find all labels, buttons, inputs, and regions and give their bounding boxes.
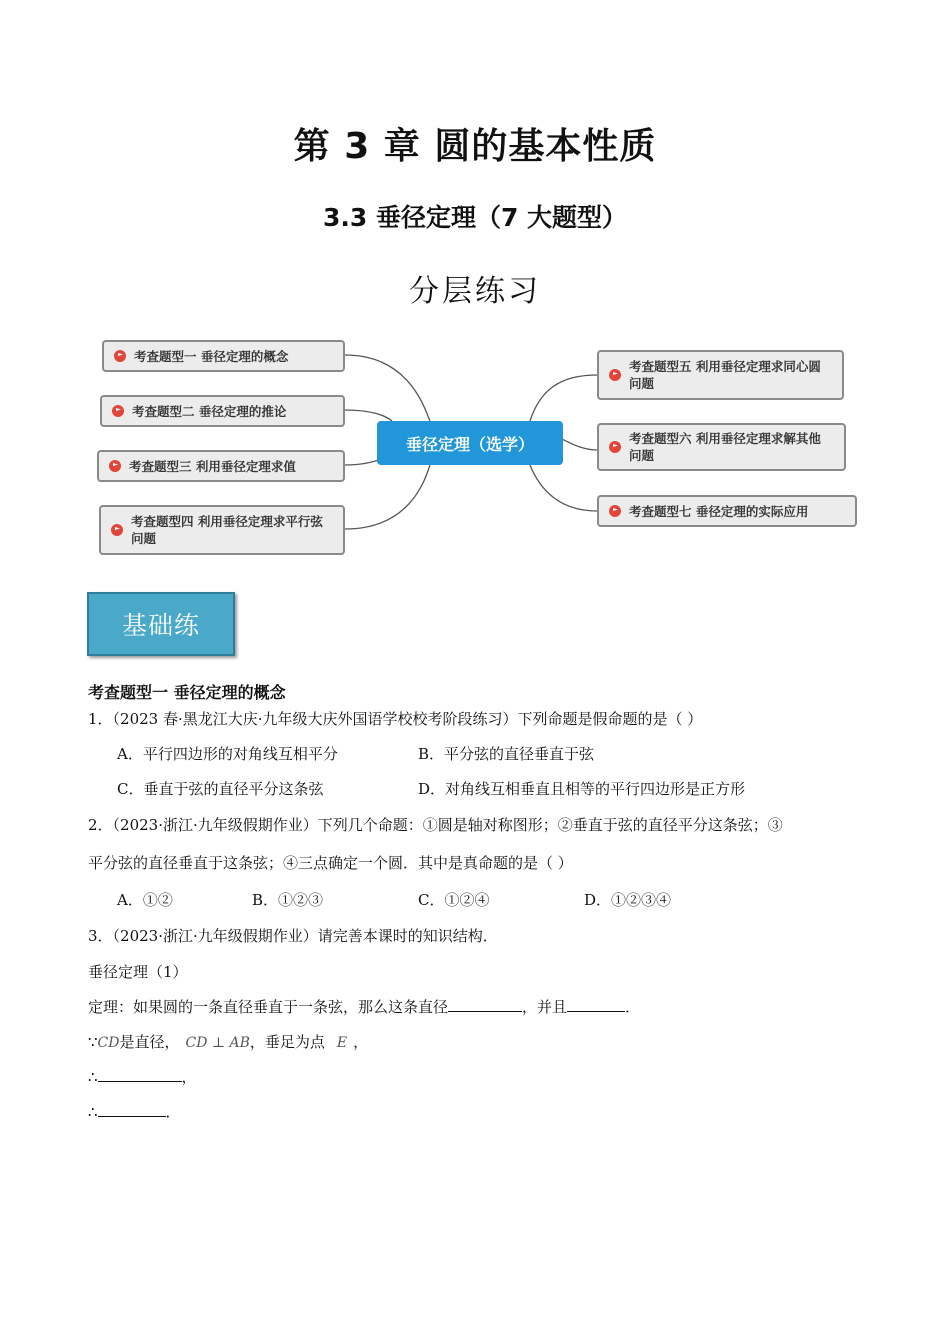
flag-icon	[109, 460, 121, 472]
q2-option-b: B．①②③	[252, 891, 324, 909]
because-symbol: ∵	[88, 1033, 98, 1051]
math-perp: CD ⊥ AB	[185, 1035, 250, 1051]
q2-option-c: C．①②④	[418, 891, 490, 909]
layer-title: 分层练习	[409, 274, 541, 309]
answer-blank-1[interactable]	[448, 997, 522, 1012]
mindmap-node-type5	[597, 350, 844, 400]
flag-icon	[111, 524, 123, 536]
q3-text: ，垂足为点	[249, 1033, 325, 1051]
flag-icon	[609, 369, 621, 381]
mindmap-node-label: 考查题型三 利用垂径定理求值	[129, 458, 296, 474]
mindmap-node-label: 考查题型七 垂径定理的实际应用	[629, 503, 809, 519]
q1-option-a: A．平行四边形的对角线互相平分	[117, 745, 338, 763]
mindmap-node-type7	[597, 495, 857, 527]
q3-line3	[88, 1031, 368, 1052]
mindmap-node-type3	[97, 450, 345, 482]
q3-text: 是直径，	[119, 1033, 180, 1051]
node-line1: 考查题型四 利用垂径定理求平行弦	[131, 514, 323, 529]
q3-theorem-text: 定理：如果圆的一条直径垂直于一条弦，那么这条直径	[88, 998, 449, 1016]
mindmap-center-node: 垂径定理（选学）	[377, 421, 563, 465]
mindmap-node-type4	[99, 505, 345, 555]
section-title: 3.3 垂径定理（7 大题型）	[322, 203, 628, 232]
flag-icon	[114, 350, 126, 362]
answer-blank-3[interactable]	[98, 1067, 182, 1082]
q3-period: ．	[625, 998, 641, 1016]
q1-stem: 1．（2023 春·黑龙江大庆·九年级大庆外国语学校校考阶段练习）下列命题是假命题的是（ ）	[88, 710, 703, 728]
node-line1: 考查题型六 利用垂径定理求解其他	[629, 431, 821, 446]
mindmap-node-label: 考查题型二 垂径定理的推论	[132, 403, 287, 419]
q1-option-d: D．对角线互相垂直且相等的平行四边形是正方形	[418, 780, 746, 798]
math-cd: CD	[97, 1035, 120, 1051]
q3-comma: ，	[353, 1033, 369, 1051]
q3-comma: ，	[181, 1068, 197, 1086]
mindmap-node-type1	[102, 340, 345, 372]
therefore-symbol: ∴	[88, 1068, 98, 1086]
section-heading: 考查题型一 垂径定理的概念	[88, 683, 286, 702]
node-line1: 考查题型五 利用垂径定理求同心圆	[629, 359, 821, 374]
q3-line2	[88, 996, 640, 1017]
q1-option-c: C．垂直于弦的直径平分这条弦	[117, 780, 324, 798]
mindmap-node-label	[131, 513, 323, 547]
mindmap-node-label	[629, 430, 821, 464]
flag-icon	[112, 405, 124, 417]
q3-stem: 3．（2023·浙江·九年级假期作业）请完善本课时的知识结构．	[88, 927, 498, 945]
q3-period: ．	[165, 1103, 181, 1121]
node-line2: 问题	[629, 376, 655, 391]
mindmap-node-label	[629, 358, 821, 392]
q2-stem-line1: 2．（2023·浙江·九年级假期作业）下列几个命题：①圆是轴对称图形；②垂直于弦的直径平分这条弦；③	[88, 816, 783, 834]
q2-stem-line2: 平分弦的直径垂直于这条弦；④三点确定一个圆．其中是真命题的是（ ）	[88, 854, 573, 872]
node-line2: 问题	[131, 531, 157, 546]
answer-blank-4[interactable]	[98, 1102, 166, 1117]
q3-line5	[88, 1101, 181, 1122]
q3-line4	[88, 1066, 197, 1087]
chapter-title: 第 3 章 圆的基本性质	[293, 126, 657, 167]
math-e: E	[336, 1035, 348, 1051]
q2-option-a: A．①②	[117, 891, 173, 909]
q1-option-b: B．平分弦的直径垂直于弦	[418, 745, 595, 763]
mindmap-node-type6	[597, 423, 846, 471]
mindmap-node-type2	[100, 395, 345, 427]
answer-blank-2[interactable]	[567, 997, 625, 1012]
flag-icon	[609, 505, 621, 517]
mindmap-node-label: 考查题型一 垂径定理的概念	[134, 348, 289, 364]
therefore-symbol: ∴	[88, 1103, 98, 1121]
q2-option-d: D．①②③④	[584, 891, 672, 909]
flag-icon	[609, 441, 621, 453]
node-line2: 问题	[629, 448, 655, 463]
q3-line1: 垂径定理（1）	[88, 963, 188, 981]
q3-theorem-text2: ，并且	[522, 998, 568, 1016]
basic-practice-badge: 基础练	[87, 592, 235, 656]
